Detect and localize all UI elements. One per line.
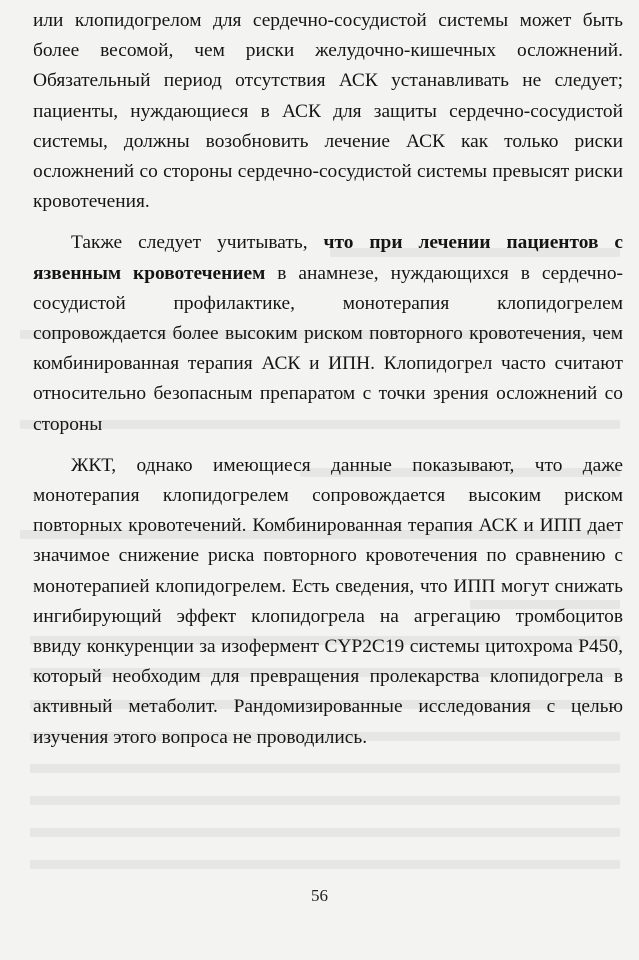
bold-emphasis: что при лечении пациентов с язвенным кровотечением <box>33 232 623 284</box>
paragraph-2 <box>33 228 623 439</box>
page-number: 56 <box>311 886 328 905</box>
paragraph-1 <box>33 6 623 217</box>
text-segment: или клопидогрелом для сердечно-сосудистой системы может быть более весомой, чем риски желудочно-кишечных осложнений. Обязательный период отсутствия АСК устанавливать не следует; пациенты, нуждающиеся в АСК для защиты сердечно-сосудистой системы, должны возобновить лечение АСК как только риски осложнений со стороны сердечно-сосудистой системы превысят риски кровотечения. <box>33 10 623 213</box>
paragraph-3 <box>33 451 623 753</box>
text-segment: в анамнезе, нуждающихся в сердечно-сосудистой профилактике, монотерапия клопидогрелем сопровождается более высоким риском повторного кровотечения, чем комбинированная терапия АСК и ИПН. Клопидогрел часто считают относительно безопасным препаратом с точки зрения осложнений со стороны <box>33 262 623 435</box>
body-text <box>33 6 623 753</box>
text-segment: ЖКТ, однако имеющиеся данные показывают, что даже монотерапия клопидогрелем сопровождается высоким риском повторных кровотечений. Комбинированная терапия АСК и ИПП дает значимое снижение риска повторного кровотечения по сравнению с монотерапией клопидогрелем. Есть сведения, что ИПП могут снижать ингибирующий эффект клопидогрела на агрегацию тромбоцитов ввиду конкуренции за изофермент CYP2C19 системы цитохрома Р450, который необходим для превращения пролекарства клопидогрела в активный метаболит. Рандомизированные исследования с целью изучения этого вопроса не проводились. <box>33 454 623 748</box>
text-segment: Также следует учитывать, <box>71 232 324 254</box>
